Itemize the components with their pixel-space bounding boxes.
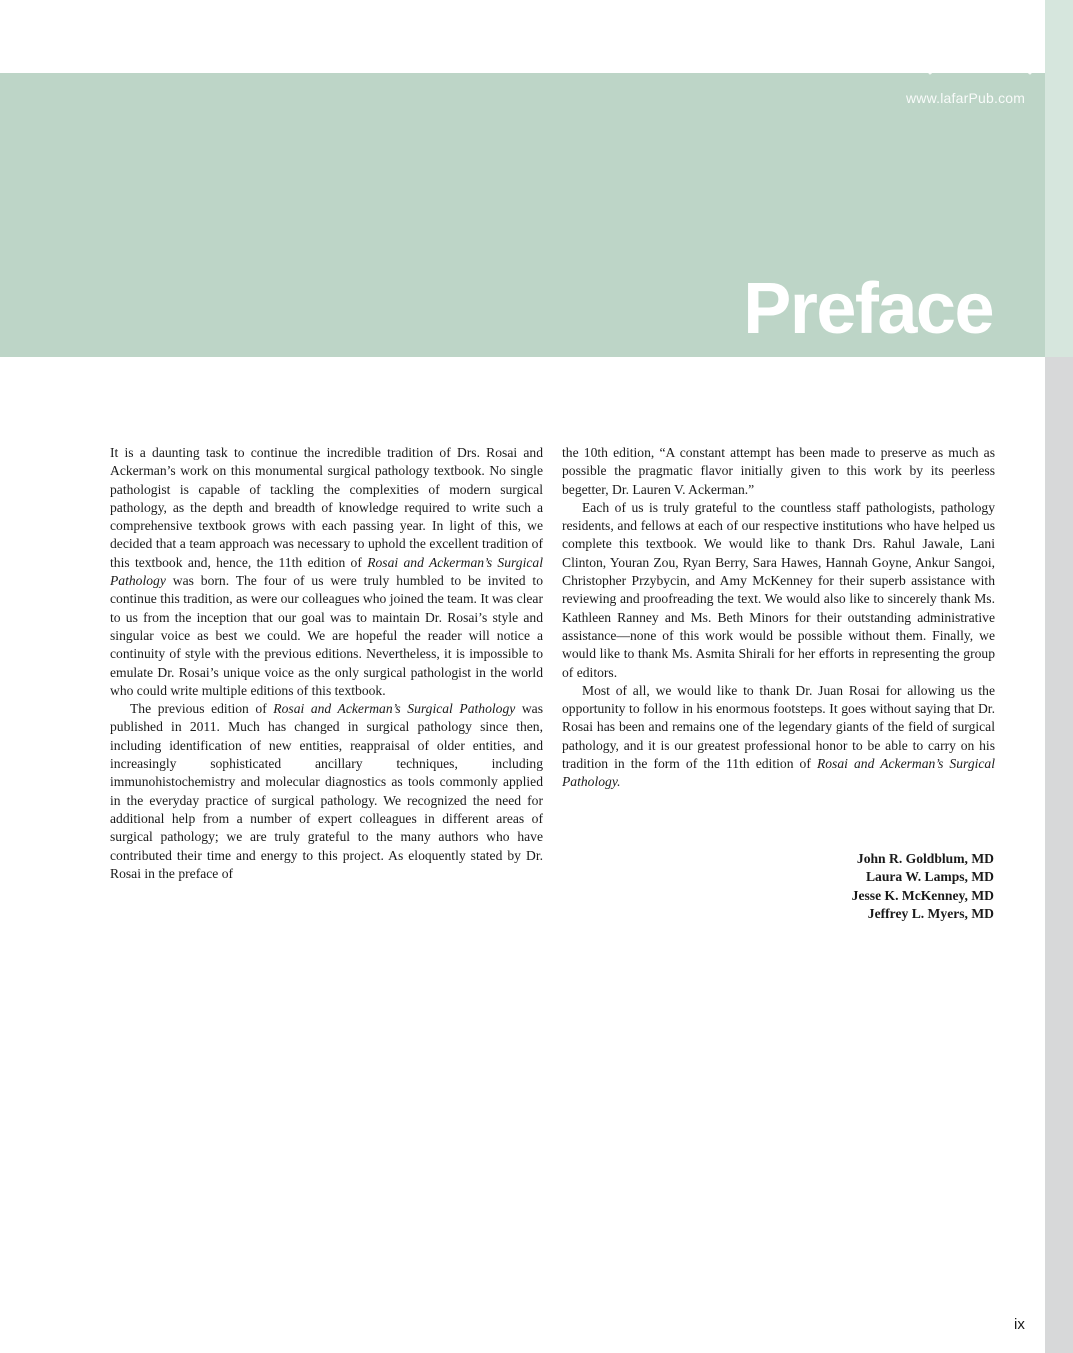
page-number: ix — [1014, 1316, 1025, 1333]
left-column — [110, 444, 543, 883]
watermark — [900, 18, 1050, 113]
watermark-text: www.lafarPub.com — [906, 90, 1026, 106]
paragraph-4 — [562, 682, 995, 792]
signature-block — [852, 850, 994, 923]
paragraph-4-text: Most of all, we would like to thank Dr. Juan Rosai for allowing us the opportunity to follow in his enormous footsteps. It goes without saying that Dr. Rosai has been and remains one of the legendary giants of the field of surgical pathology, and it is our greatest professional honor to be able to carry on his tradition in the form of the 11th edition of — [562, 682, 995, 772]
paragraph-1 — [110, 444, 543, 700]
header-banner — [0, 73, 1045, 357]
signature-line: Laura W. Lamps, MD — [865, 869, 994, 885]
signature-line: Jeffrey L. Myers, MD — [867, 905, 994, 921]
paragraph-2-text-a: The previous edition of — [130, 701, 274, 717]
page-title: Preface — [743, 269, 993, 349]
right-column — [562, 444, 995, 792]
book-title-italic: Rosai and Ackerman’s Surgical Pathology — [110, 554, 543, 589]
paragraph-3: Each of us is truly grateful to the countless staff pathologists, pathology residents, and fellows at each of our respective institutions who have helped us complete this textbook. We would like to thank Drs. Rahul Jawale, Lani Clinton, Youran Zou, Ryan Berry, Sara Hawes, Hannah Goyne, Ankur Sangoi, Christopher Przybycin, and Amy McKenney for their superb assistance with reviewing and proofreading the text. We would also like to sincerely thank Ms. Kathleen Ranney and Ms. Beth Minors for their outstanding administrative assistance—none of this work would be possible without them. Finally, we would like to thank Ms. Asmita Shirali for her efforts in representing the group of editors. — [562, 499, 995, 680]
paragraph-2-text-b: was published in 2011. Much has changed in surgical pathology since then, including identification of new entities, reappraisal of older entities, and increasingly sophisticated ancillary techniques, including immunohistochemistry and molecular diagnostics as tools commonly applied in the everyday practice of surgical pathology. We recognized the need for additional help from a number of expert colleagues in different areas of surgical pathology; we are truly grateful to the many authors who have contributed their time and energy to this project. As eloquently stated by Dr. Rosai in the preface of — [110, 701, 543, 881]
book-title-italic: Rosai and Ackerman’s Surgical Pathology — [273, 701, 516, 717]
signature-line: John R. Goldblum, MD — [856, 851, 994, 866]
book-title-italic: Rosai and Ackerman’s Surgical Pathology. — [562, 756, 995, 790]
side-strip-bottom — [1045, 357, 1073, 1353]
signature-line: Jesse K. McKenney, MD — [851, 887, 994, 903]
watermark-logo-icon — [900, 18, 1050, 88]
paragraph-1-text-b: was born. The four of us were truly humbled to be invited to continue this tradition, as were our colleagues who joined the team. It was clear to us from the inception that our goal was to maintain Dr. Rosai’s style and singular voice as best we could. We are hopeful the reader will notice a continuity of style with the previous editions. Nevertheless, it is impossible to emulate Dr. Rosai’s unique voice as the only surgical pathologist in the world who could write multiple editions of this textbook. — [110, 573, 543, 698]
paragraph-1-text-a: It is a daunting task to continue the incredible tradition of Drs. Rosai and Ackerman’s work on this monumental surgical pathology textbook. No single pathologist is capable of tackling the complexities of modern surgical pathology, as the depth and breadth of knowledge required to write such a comprehensive textbook grows with each passing year. In light of this, we decided that a team approach was necessary to uphold the excellent tradition of this textbook and, hence, the 11th edition of — [110, 445, 543, 570]
paragraph-2 — [110, 700, 543, 883]
paragraph-2-continued: the 10th edition, “A constant attempt has been made to preserve as much as possible the pragmatic flavor initially given to this work by its peerless begetter, Dr. Lauren V. Ackerman.” — [562, 445, 995, 497]
